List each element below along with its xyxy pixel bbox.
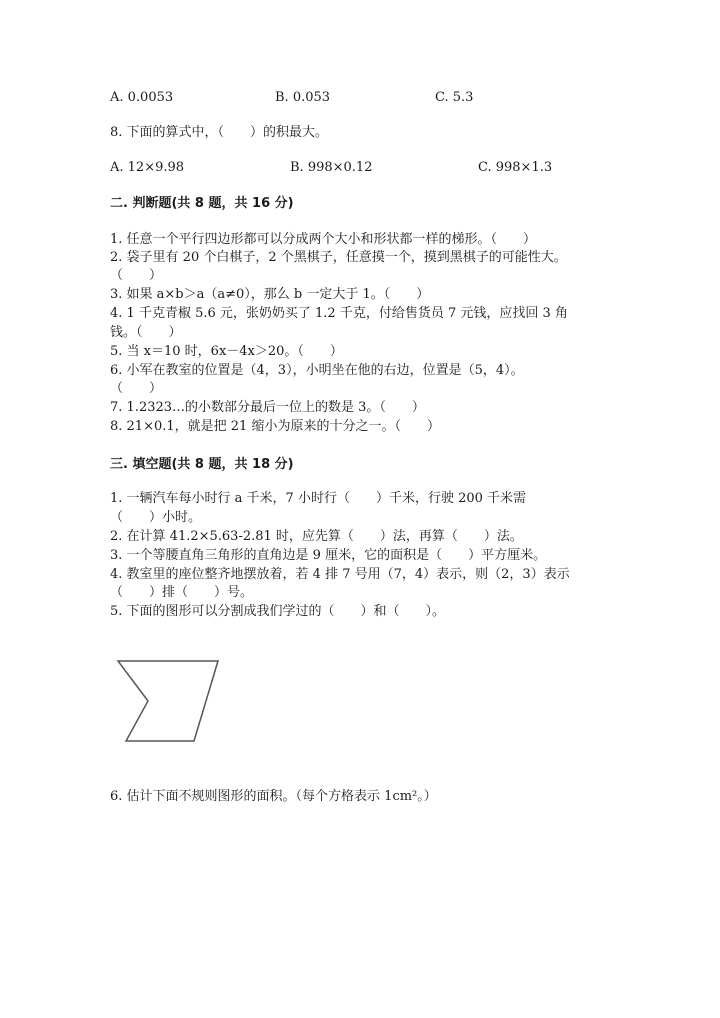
section3-heading: 三. 填空题(共 8 题，共 18 分) [110, 457, 294, 472]
fill-line: （ ）小时。 [110, 510, 202, 525]
section2-heading: 二. 判断题(共 8 题，共 16 分) [110, 196, 294, 211]
fill-line: 3. 一个等腰直角三角形的直角边是 9 厘米，它的面积是（ ）平方厘米。 [110, 548, 547, 563]
judge-line: 2. 袋子里有 20 个白棋子，2 个黑棋子，任意摸一个，摸到黑棋子的可能性大。 [110, 250, 567, 265]
fill-line: 1. 一辆汽车每小时行 a 千米，7 小时行（ ）千米，行驶 200 千米需 [110, 491, 527, 506]
judge-line: 7. 1.2323…的小数部分最后一位上的数是 3。（ ） [110, 400, 425, 415]
judge-line: 3. 如果 a×b＞a（a≠0），那么 b 一定大于 1。（ ） [110, 287, 430, 302]
fill-line: （ ）排（ ）号。 [110, 585, 254, 600]
q8-option-a: A. 12×9.98 [110, 160, 185, 175]
q8-question: 8. 下面的算式中，（ ）的积最大。 [110, 125, 329, 140]
q7-option-a: A. 0.0053 [110, 90, 174, 105]
judge-line: 钱。（ ） [110, 325, 182, 340]
judge-line: 8. 21×0.1，就是把 21 缩小为原来的十分之一。（ ） [110, 419, 440, 434]
fill-q6: 6. 估计下面不规则图形的面积。（每个方格表示 1cm²。） [110, 789, 437, 804]
judge-line: 5. 当 x＝10 时，6x－4x＞20。（ ） [110, 344, 343, 359]
fill-line: 5. 下面的图形可以分割成我们学过的（ ）和（ ）。 [110, 604, 446, 619]
judge-line: 4. 1 千克青椒 5.6 元，张奶奶买了 1.2 千克，付给售货员 7 元钱，应找回 3 角 [110, 306, 568, 321]
judge-line: （ ） [110, 381, 163, 396]
judge-line: 6. 小军在教室的位置是（4，3），小明坐在他的右边，位置是（5，4）。 [110, 363, 524, 378]
shape-outline [118, 661, 218, 741]
q8-option-c: C. 998×1.3 [478, 160, 553, 175]
fill-line: 2. 在计算 41.2×5.63-2.81 时，应先算（ ）法，再算（ ）法。 [110, 529, 523, 544]
judge-line: （ ） [110, 268, 163, 283]
q7-option-c: C. 5.3 [435, 90, 474, 105]
judge-line: 1. 任意一个平行四边形都可以分成两个大小和形状都一样的梯形。（ ） [110, 232, 537, 247]
q7-option-b: B. 0.053 [275, 90, 331, 105]
q8-option-b: B. 998×0.12 [290, 160, 373, 175]
fill-line: 4. 教室里的座位整齐地摆放着，若 4 排 7 号用（7，4）表示，则（2，3）表示 [110, 567, 570, 582]
shape-figure [112, 655, 224, 747]
